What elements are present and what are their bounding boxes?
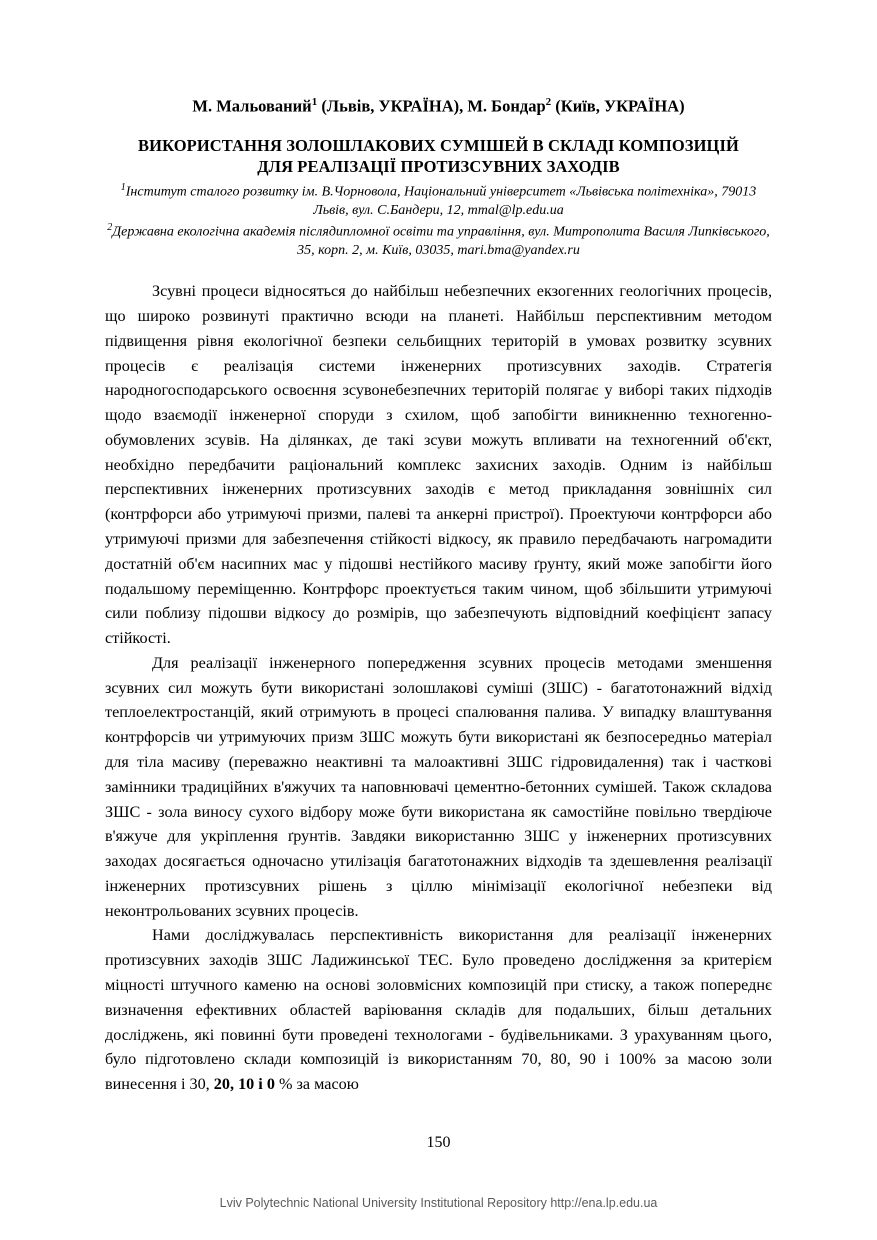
author-one-affiliation-marker: 1 bbox=[311, 96, 318, 108]
affiliation-1-marker: 1 bbox=[120, 181, 126, 193]
paragraph-1: Зсувні процеси відносяться до найбільш небезпечних екзогенних геологічних процесів, що широко розвинуті практично всюди на планеті. Найбільш перспективним методом підвищення рівня екологічної безпеки сельбищних територій в умовах розвитку зсувних процесів є реалізація системи інженерних протизсувних заходів. Стратегія народногосподарського освоєння зсувонебезпечних територій полягає у виборі таких підходів щодо взаємодії інженерної споруди з схилом, щоб запобігти виникненню техногенно-обумовлених зсувів. На ділянках, де такі зсуви можуть впливати на техногенний об'єкт, необхідно передбачити раціональний комплекс захисних заходів. Одним із найбільш перспективних інженерних протизсувних заходів є метод прикладання зовнішніх сил (контрфорси або утримуючі призми, палеві та анкерні пристрої). Проектуючи контрфорси або утримуючі призми для забезпечення стійкості відкосу, як правило передбачають нагромадити достатній об'єм насипних мас у підошві нестійкого масиву ґрунту, який може запобігти його подальшому переміщенню. Контрфорс проектується таким чином, щоб збільшити утримуючі сили поблизу підошви відкосу до розмірів, що забезпечують відповідний коефіцієнт запасу стійкості. bbox=[105, 282, 772, 648]
page-number: 150 bbox=[426, 1134, 451, 1151]
author-one-name: М. Мальований bbox=[192, 96, 312, 116]
affiliation-1-text: Інститут сталого розвитку ім. В.Чорновола, Національний університет «Львівська політехніка», 79013 Львів, вул. С.Бандери, 12, mmal@lp.edu.ua bbox=[125, 184, 757, 219]
affiliation-2-marker: 2 bbox=[107, 221, 113, 233]
authors-separator: (Львів, УКРАЇНА), М. Бондар bbox=[317, 96, 546, 116]
authors-line bbox=[105, 95, 772, 118]
paragraph-3-text-start: Нами досліджувалась перспективність використання для реалізації інженерних протизсувних заходів ЗШС Ладижинської ТЕС. Було проведено дослідження за критерієм міцності штучного каменю на основі золовмісних композицій при стиску, а також попереднє визначення ефективних областей варіювання складів для подальших, більш детальних досліджень, які повинні бути проведені технологами - будівельниками. З урахуванням цього, було підготовлено склади композицій із використанням 70, 80, 90 і 100% за масою золи винесення і 30, bbox=[105, 926, 772, 1094]
affiliation-2-text: Державна екологічна академія післядипломної освіти та управління, вул. Митрополита Василя Липківського, 35, корп. 2, м. Київ, 03035, mari.bma@yandex.ru bbox=[112, 224, 770, 258]
repository-footer: Lviv Polytechnic National University Institutional Repository http://ena.lp.edu.ua bbox=[219, 1196, 658, 1210]
article-body bbox=[105, 279, 772, 1097]
title-line-1: ВИКОРИСТАННЯ ЗОЛОШЛАКОВИХ СУМІШЕЙ В СКЛАДІ КОМПОЗИЦІЙ bbox=[138, 135, 739, 155]
author-two-affiliation-marker: 2 bbox=[545, 96, 552, 108]
affiliation-1 bbox=[105, 181, 772, 221]
title-line-2: ДЛЯ РЕАЛІЗАЦІЇ ПРОТИЗСУВНИХ ЗАХОДІВ bbox=[257, 156, 620, 176]
author-two-location: (Київ, УКРАЇНА) bbox=[551, 96, 685, 116]
paragraph-3-emphasis: 20, 10 і 0 bbox=[213, 1075, 275, 1094]
affiliation-2 bbox=[105, 221, 772, 261]
paragraph-2: Для реалізації інженерного попередження зсувних процесів методами зменшення зсувних сил можуть бути використані золошлакові суміші (ЗШС) - багатотонажний відхід теплоелектростанцій, який отримують в процесі спалювання палива. У випадку влаштування контрфорсів чи утримуючих призм ЗШС можуть бути використані як безпосередньо матеріал для тіла масиву (переважно неактивні та малоактивні ЗШС гідровидалення) так і часткові замінники традиційних в'яжучих та наповнювачі цементно-бетонних сумішей. Також складова ЗШС - зола виносу сухого відбору може бути використана як самостійне повільно твердіюче в'яжуче для укріплення ґрунтів. Завдяки використанню ЗШС у інженерних протизсувних заходах досягається одночасно утилізація багатотонажних відходів та здешевлення реалізації інженерних протизсувних рішень з ціллю мінімізації екологічної небезпеки від неконтрольованих зсувних процесів. bbox=[105, 653, 772, 920]
page-title bbox=[105, 135, 772, 177]
paragraph-3 bbox=[105, 923, 772, 1096]
paragraph-3-text-end: % за масою bbox=[274, 1075, 359, 1094]
